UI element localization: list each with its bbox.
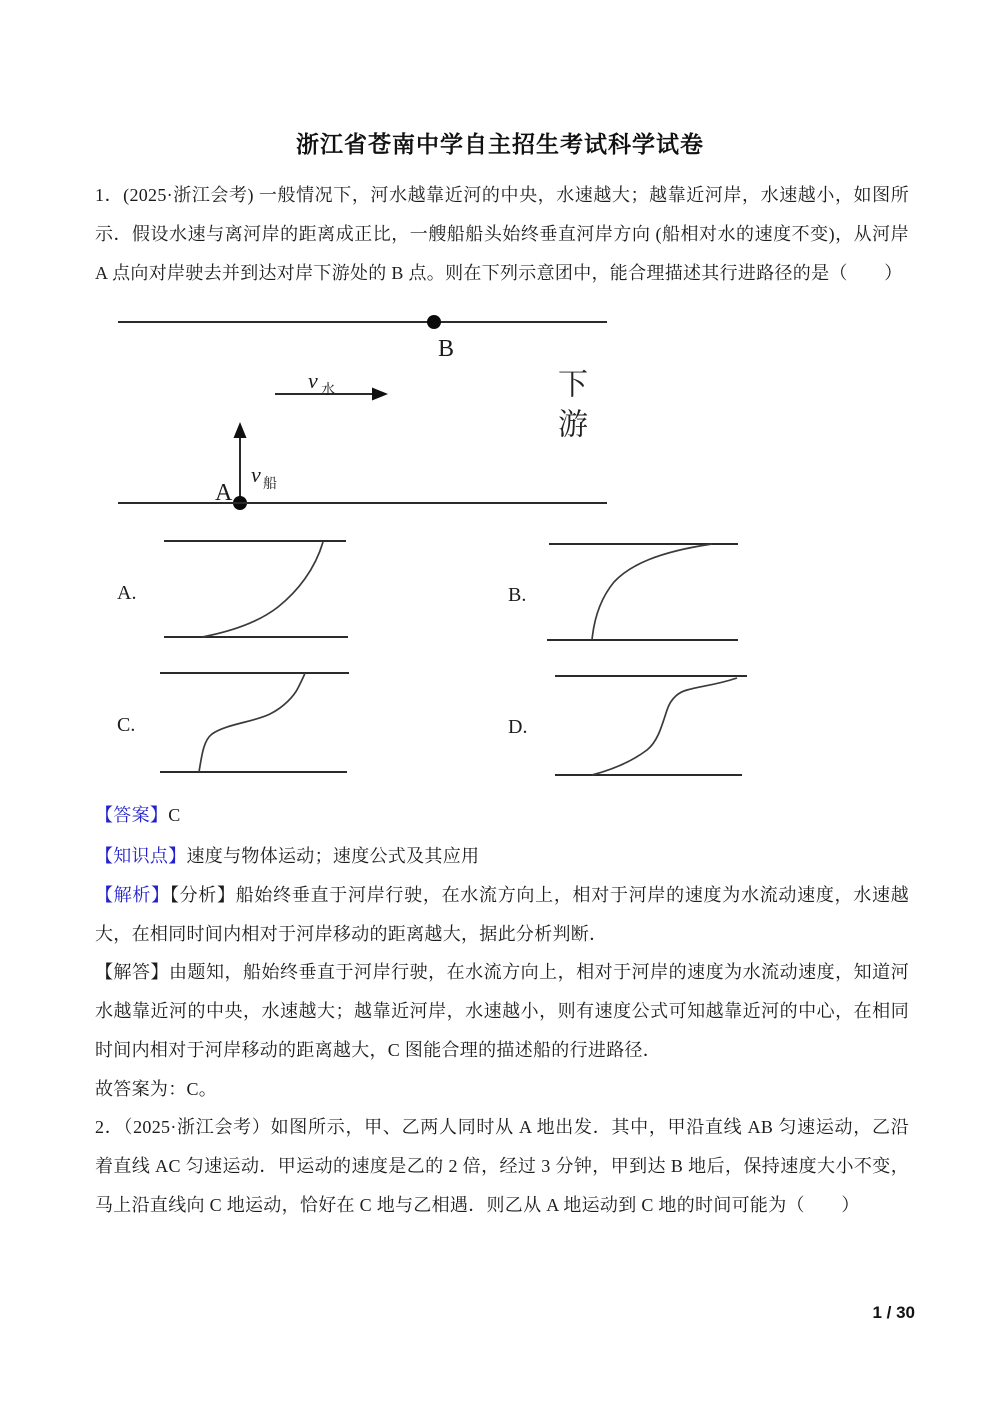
solution-block: 【解答】由题知，船始终垂直于河岸行驶，在水流方向上，相对于河岸的速度为水流动速度，知道河水越靠近河的中央，水速越大；越靠近河岸，水速越小，则有速度公式可知越靠近河的中心，在相同时间内相对于河岸移动的距离越大，C 图能合理的描述船的行进路径．	[95, 962, 909, 1060]
point-b-label: B	[438, 336, 455, 362]
page-title: 浙江省苍南中学自主招生考试科学试卷	[296, 131, 704, 157]
conclusion-line: 故答案为：C。	[95, 1079, 218, 1099]
option-a-label: A.	[117, 582, 137, 604]
analysis-tag: 【解析】	[95, 885, 170, 905]
answer-value: C	[168, 805, 181, 825]
analysis-block	[95, 876, 909, 954]
analysis-text: 【分析】船始终垂直于河岸行驶，在水流方向上，相对于河岸的速度为水流动速度，水速越大，在相同时间内相对于河岸移动的距离越大，据此分析判断．	[95, 885, 909, 944]
option-d-label: D.	[508, 716, 528, 738]
option-d-path-curve	[592, 678, 737, 775]
page-indicator: 1 / 30	[872, 1303, 915, 1322]
question-1-text: 1．(2025·浙江会考) 一般情况下，河水越靠近河的中央，水速越大；越靠近河岸，水速越小，如图所示．假设水速与离河岸的距离成正比，一艘船船头始终垂直河岸方向 (船相对水的速度不变)，从河岸 A 点向对岸驶去并到达对岸下游处的 B 点。则在下列示意团中，能合理描述其行进路径的是（ ）	[95, 185, 909, 283]
option-b-label: B.	[508, 584, 527, 606]
option-a-path-curve	[202, 542, 323, 637]
option-b-path-curve	[592, 544, 712, 640]
option-a-diagram	[158, 531, 353, 645]
downstream-label: 下游	[553, 368, 586, 448]
option-d-diagram	[551, 666, 751, 780]
water-velocity-arrowhead-icon	[372, 388, 388, 401]
option-b-diagram	[546, 531, 742, 645]
knowledge-text: 速度与物体运动；速度公式及其应用	[186, 846, 480, 866]
option-c-label: C.	[117, 714, 136, 736]
answer-tag: 【答案】	[95, 805, 169, 825]
option-c-path-curve	[199, 673, 305, 772]
boat-velocity-symbol: v	[251, 462, 261, 487]
knowledge-tag: 【知识点】	[95, 846, 187, 866]
point-a-label: A	[215, 480, 233, 506]
river-diagram	[110, 312, 610, 512]
boat-velocity-arrowhead-icon	[234, 422, 247, 438]
point-b-dot	[427, 315, 441, 329]
knowledge-line	[95, 837, 479, 876]
water-velocity-subscript: 水	[321, 383, 335, 398]
boat-velocity-subscript: 船	[263, 477, 277, 492]
option-c-diagram	[156, 663, 354, 779]
question-2-text: 2．（2025·浙江会考）如图所示，甲、乙两人同时从 A 地出发．其中，甲沿直线 AB 匀速运动，乙沿着直线 AC 匀速运动．甲运动的速度是乙的 2 倍，经过 3 分钟，甲到达 B 地后，保持速度大小不变，马上沿直线向 C 地运动，恰好在 C 地与乙相遇．则乙从 A 地运动到 C 地的时间可能为（ ）	[95, 1117, 909, 1215]
water-velocity-symbol: v	[308, 368, 318, 393]
answer-line	[95, 796, 181, 835]
